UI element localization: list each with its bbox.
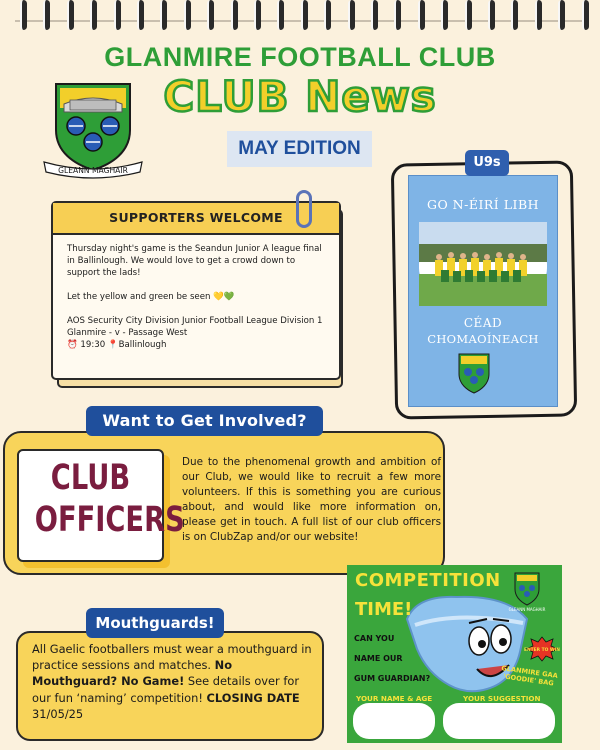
club-name-heading: GLANMIRE FOOTBALL CLUB <box>104 42 496 72</box>
spiral-ring <box>43 0 50 30</box>
spiral-ring <box>488 0 495 30</box>
spiral-ring <box>160 0 167 30</box>
spiral-ring <box>207 0 214 30</box>
suggestion-label: YOUR SUGGESTION <box>463 694 541 703</box>
spiral-ring <box>90 0 97 30</box>
competition-panel <box>347 565 562 743</box>
question-line-2: NAME OUR <box>354 654 403 663</box>
mouthguards-intro: All Gaelic footballers must wear a mouthguard in practice sessions and matches. <box>32 642 312 673</box>
competition-crest-icon <box>512 571 542 607</box>
supporters-body <box>53 235 339 351</box>
spiral-ring <box>324 0 331 30</box>
spiral-ring <box>371 0 378 30</box>
spiral-ring <box>582 0 589 30</box>
get-involved-body: Due to the phenomenal growth and ambition of our Club, we would like to recruit a few more volunteers. If this is something you are curious about, and would like more information on, please get in touch. A full list of our club officers is on ClubZap and/or our website! <box>182 456 441 543</box>
enter-to-win-badge-icon <box>526 637 558 661</box>
newsletter-title: CLUB News <box>163 72 437 121</box>
crest-caption: GLEANN MAGHAIR <box>58 166 128 175</box>
spiral-ring <box>558 0 565 30</box>
spiral-ring <box>301 0 308 30</box>
team-photo-icon <box>419 222 547 306</box>
closing-date-label: CLOSING DATE <box>206 690 300 705</box>
name-age-label: YOUR NAME & AGE <box>356 694 433 703</box>
mouthguards-rule: No Mouthguard? No Game! <box>32 658 233 689</box>
club-officers-line-2: OFFICERS <box>34 500 185 540</box>
mouthguards-details: See details over for our fun ‘naming’ competition! <box>32 674 300 705</box>
u9s-crest-icon <box>455 352 493 396</box>
fixture-league: AOS Security City Division Junior Football League Division 1 <box>67 316 323 326</box>
spiral-ring <box>67 0 74 30</box>
competition-title-line-2: TIME! <box>355 599 413 620</box>
mouthguards-heading: Mouthguards! <box>86 608 224 638</box>
supporters-para-1: Thursday night's game is the Seandun Junior A league final in Ballinlough. We would love to get a crowd down to support the lads! <box>67 244 322 278</box>
supporters-para-2: Let the yellow and green be seen 💛💚 <box>67 292 235 302</box>
fixture-match: Glanmire - v - Passage West <box>67 328 188 338</box>
spiral-ring <box>277 0 284 30</box>
fixture-time-venue: ⏰ 19:30 📍Ballinlough <box>67 340 167 350</box>
supporters-heading: SUPPORTERS WELCOME <box>53 203 339 235</box>
u9s-label: U9s <box>465 150 509 176</box>
spiral-ring <box>137 0 144 30</box>
competition-crest-caption: GLEANN MAGHAIR <box>508 607 546 612</box>
spiral-ring <box>184 0 191 30</box>
spiral-binding <box>0 0 600 34</box>
spiral-ring <box>394 0 401 30</box>
u9s-team-photo <box>419 222 547 306</box>
suggestion-field[interactable] <box>443 703 555 739</box>
question-line-1: CAN YOU <box>354 634 395 643</box>
enter-to-win-badge-text: ENTER TO WIN <box>524 648 560 653</box>
spiral-ring <box>231 0 238 30</box>
supporters-card <box>51 201 341 380</box>
spiral-ring <box>441 0 448 30</box>
get-involved-heading: Want to Get Involved? <box>86 406 323 436</box>
u9s-top-text: GO N-ÉIRÍ LIBH <box>426 197 540 212</box>
competition-title-line-1: COMPETITION <box>355 570 501 591</box>
competition-prize: GLANMIRE GAA 'GOODIE' BAG <box>500 664 559 688</box>
club-officers-line-1: CLUB <box>50 458 131 498</box>
question-line-3: GUM GUARDIAN? <box>354 674 431 683</box>
spiral-ring <box>114 0 121 30</box>
spiral-ring <box>465 0 472 30</box>
edition-badge: MAY EDITION <box>227 131 372 167</box>
spiral-ring <box>418 0 425 30</box>
closing-date-value: 31/05/25 <box>32 706 84 721</box>
club-officers-badge <box>17 449 185 562</box>
spiral-ring <box>535 0 542 30</box>
mouthguards-body <box>32 641 318 722</box>
spiral-ring <box>20 0 27 30</box>
spiral-ring <box>254 0 261 30</box>
u9s-bottom-line-1: CÉAD <box>463 316 503 330</box>
u9s-bottom-line-2: CHOMAOÍNEACH <box>427 332 539 346</box>
spiral-ring <box>348 0 355 30</box>
name-age-field[interactable] <box>353 703 435 739</box>
competition-question <box>354 629 434 689</box>
spiral-ring <box>511 0 518 30</box>
paperclip-icon <box>296 190 312 228</box>
